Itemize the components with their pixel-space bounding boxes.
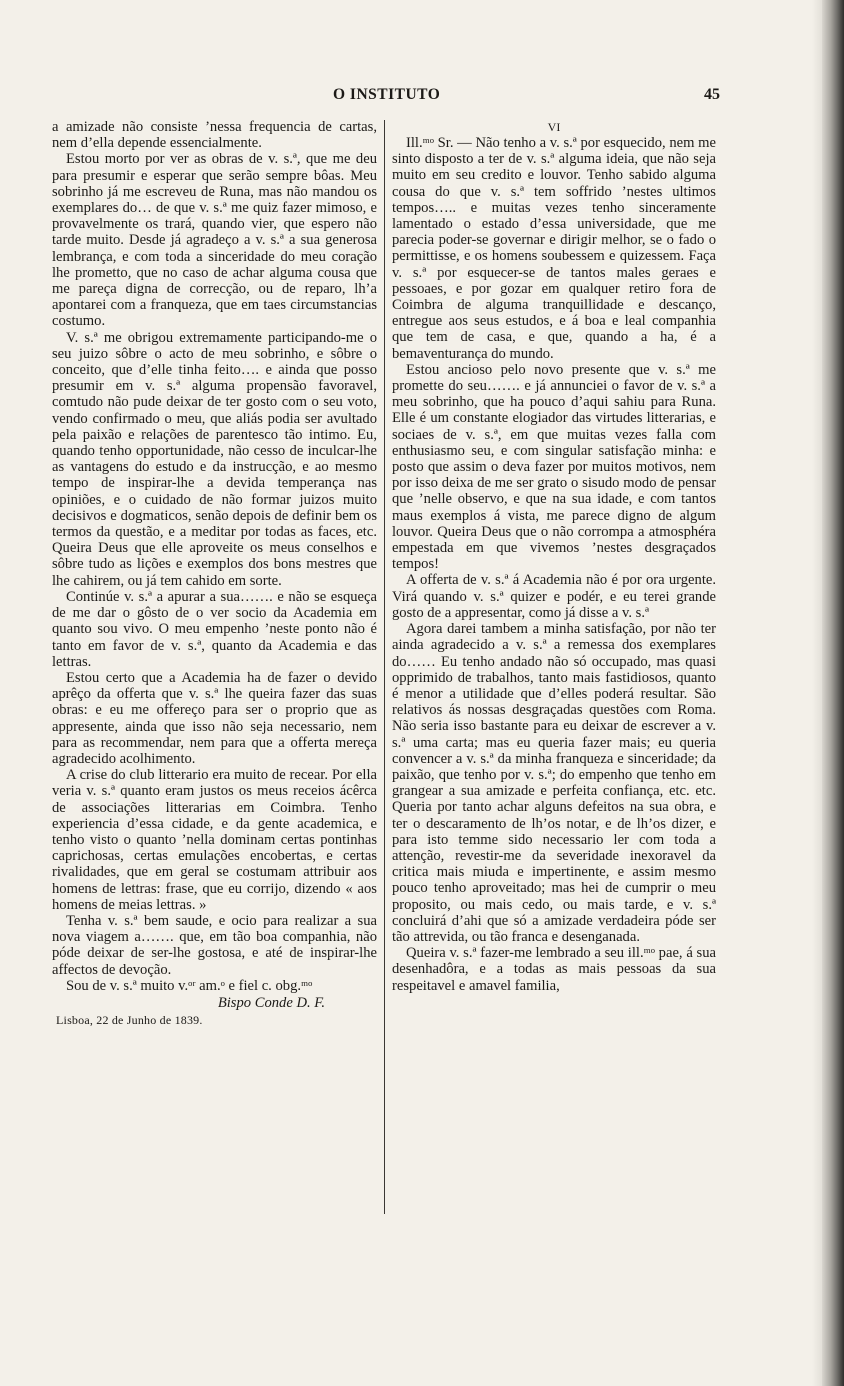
paragraph: A offerta de v. s.ª á Academia não é por ora urgente. Virá quando v. s.ª quizer e podér, e eu terei grande gosto de a appresentar, como já disse a v. s.ª bbox=[392, 572, 716, 621]
page-gutter-shade bbox=[812, 0, 822, 1386]
signature: Bispo Conde D. F. bbox=[217, 994, 325, 1011]
journal-title: O INSTITUTO bbox=[333, 86, 441, 103]
paragraph: Tenha v. s.ª bem saude, e ocio para realizar a sua nova viagem a……. que, em tão boa companhia, não póde deixar de ser-lhe gostosa, e até de inspirar-lhe affectos de devoção. bbox=[52, 912, 377, 978]
paragraph: V. s.ª me obrigou extremamente participando-me o seu juizo sôbre o acto de meu sobrinho, e sôbre o conceito, que d’elle tinha feito…. e ainda que posso presumir em v. s.ª alguma propensão favoravel, comtudo não pude deixar de ter gosto com o seu voto, vendo confirmado o meu, que aliás podia ser avultado pela paixão e relações de parentesco tão intimo. Eu, quando tenho opportunidade, não cesso de inculcar-lhe as vantagens do estudo e da instrucção, e ao mesmo tempo de inspirar-lhe a devida temperança nas opiniões, e o cuidado de não formar juizos muito decisivos e dogmaticos, senão depois de definir bem os termos da questão, e a meditar por todas as faces, etc. Queira Deus que elle aproveite os meus conselhos e sôbre tudo as lições e exemplos dos bons mestres que lhe cahirem, ou já tem cahido em sorte. bbox=[52, 329, 377, 589]
paragraph: A crise do club litterario era muito de recear. Por ella veria v. s.ª quanto eram justos os meus receios ácêrca de associações litterarias em Coimbra. Tenho experiencia d’essa cidade, e da gente academica, e tenho visto o quanto ’nella dominam certas pontinhas caprichosas, certas emulações encobertas, e certas rivalidades, que em geral se costumam attribuir aos homens de lettras: frase, que eu corrijo, dizendo « aos homens de meias lettras. » bbox=[52, 767, 377, 913]
section-number: VI bbox=[547, 120, 561, 134]
column-divider bbox=[384, 120, 385, 1214]
paragraph: Estou ancioso pelo novo presente que v. s.ª me promette do seu……. e já annunciei o favor de v. s.ª a meu sobrinho, que ha pouco d’aqui sahiu para Runa. Elle é um constante elogiador das virtudes litterarias, e sociaes de v. s.ª, em que muitas vezes falla com enthusiasmo seu, e com singular satisfação minha: e posto que assim o deva fazer por muitos motivos, nem por isso deixa de me ser grato o sisudo modo de pensar que ’nelle observo, e que na sua idade, e com tantos maus exemplos á vista, me parece digno de algum louvor. Queira Deus que o não corrompa a atmosphéra empestada em que vivemos ’nestes desgraçados tempos! bbox=[392, 361, 716, 573]
paragraph: a amizade não consiste ’nessa frequencia de cartas, nem d’ella depende essencialmente. bbox=[52, 119, 377, 152]
paragraph: Queira v. s.ª fazer-me lembrado a seu ill.ᵐᵒ pae, á sua desenhadôra, e a todas as mais pessoas da sua respeitavel e amavel familia, bbox=[392, 945, 716, 994]
paragraph: Agora darei tambem a minha satisfação, por não ter ainda agradecido a v. s.ª a remessa dos exemplares do…… Eu tenho andado não só occupado, mas quasi opprimido de trabalhos, tanto mais fastidiosos, quanto é menor a utilidade que d’elles poderá resultar. São relativos ás nossas desgraçadas questões com Roma. Não seria isso bastante para eu deixar de escrever a v. s.ª uma carta; mas eu queria fazer mais; eu queria convencer a v. s.ª da minha franqueza e sinceridade; da paixão, que tenho por v. s.ª; do empenho que tenho em grangear a sua amizade e perfeita confiança, etc. etc. Queria por tanto achar alguns defeitos na sua obra, e ter o descaramento de lh’os notar, e de lh’os dizer, e para isto temme sido necessario ler com toda a attenção, revestir-me da severidade inexoravel da critica mais miuda e impertinente, e assim mesmo pouco tenho aproveitado; mas hei de cumprir o meu proposito, ou mais cedo, ou mais tarde, e v. s.ª concluirá d’ahi que só a amizade verdadeira póde ser tão attrevida, ou tão franca e desenganada. bbox=[392, 621, 716, 945]
place-date: Lisboa, 22 de Junho de 1839. bbox=[56, 1013, 203, 1028]
running-head bbox=[0, 86, 844, 108]
closing-salutation: Sou de v. s.ª muito v.ᵒʳ am.ᵒ e fiel c. obg.ᵐᵒ bbox=[66, 977, 313, 994]
paragraph: Estou morto por ver as obras de v. s.ª, que me deu para presumir e esperar que serão sempre bôas. Meu sobrinho já me escreveu de Runa, mas não mandou os exemplares do… de que v. s.ª me quiz fazer mimoso, e provavelmente os trará, quando vier, que espero não tarde muito. Desde já agradeço a v. s.ª a sua generosa lembrança, e com toda a sinceridade do meu coração lhe prometto, que no caso de achar alguma cousa que me pareça digna de correcção, ou de reparo, lh’a apontarei com a franqueza, que em taes circumstancias costumo. bbox=[52, 151, 377, 330]
paragraph: Ill.ᵐᵒ Sr. — Não tenho a v. s.ª por esquecido, nem me sinto disposto a ter de v. s.ª alguma ideia, que não seja muito em seu credito e louvor. Tenho sabido alguma cousa do que v. s.ª tem soffrido ’nestes ultimos tempos….. e muitas vezes tenho sinceramente lamentado o estado d’essa universidade, que me parecia poder-se governar e dirigir melhor, se o fado o permittisse, e os homens soubessem e quizessem. Faça v. s.ª por esquecer-se de tantos males geraes e pessoaes, e por gozar em qualquer retiro fora de Coimbra de alguma tranquillidade e descanço, entregue aos seus estudos, e á boa e leal companhia que tem de casa, e que, quando a ha, é a bemaventurança do mundo. bbox=[392, 135, 716, 362]
page-number: 45 bbox=[704, 86, 720, 103]
right-column bbox=[392, 119, 716, 994]
paragraph: Continúe v. s.ª a apurar a sua……. e não se esqueça de me dar o gôsto de o ver socio da Academia em quanto sou vivo. O meu empenho ’neste ponto não é tanto em favor de v. s.ª, quanto da Academia e das lettras. bbox=[52, 588, 377, 670]
left-column bbox=[52, 119, 377, 1028]
book-spine-edge bbox=[822, 0, 844, 1386]
paragraph: Estou certo que a Academia ha de fazer o devido aprêço da offerta que v. s.ª lhe queira fazer das suas obras: e eu me offereço para ser o proprio que as appresente, ainda que isso não seja necessario, nem para as recommendar, nem para que a offerta mereça agradecido acolhimento. bbox=[52, 669, 377, 767]
